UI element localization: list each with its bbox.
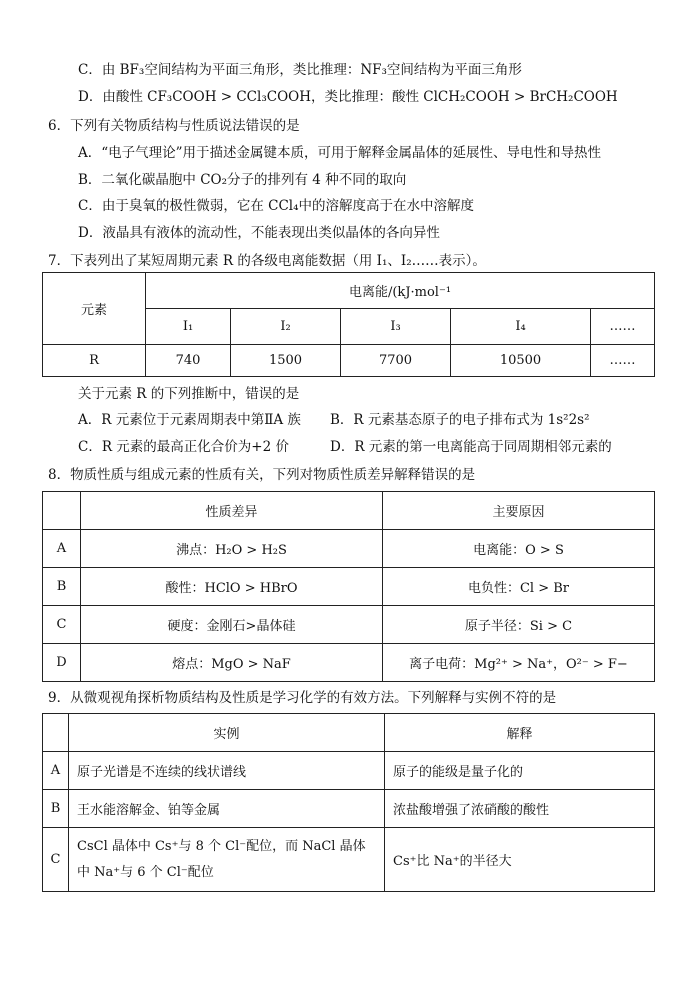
q7-after: 关于元素 R 的下列推断中，错误的是 [78, 386, 300, 402]
table9-header-1: 实例 [69, 714, 385, 752]
table8-header-2: 主要原因 [383, 492, 655, 530]
q6-option-a: A．“电子气理论”用于描述金属键本质，可用于解释金属晶体的延展性、导电性和导热性 [78, 145, 602, 161]
q8-stem: 8．物质性质与组成元素的性质有关，下列对物质性质差异解释错误的是 [48, 467, 476, 483]
table8-row-key: B [43, 568, 81, 606]
table8-row-a: 酸性：HClO > HBrO [81, 568, 383, 606]
ionization-energy-table [42, 272, 655, 377]
q6-stem: 6．下列有关物质结构与性质说法错误的是 [48, 118, 300, 134]
q7-option-c: C．R 元素的最高正化合价为+2 价 [78, 439, 289, 455]
table7-cell-1: 740 [146, 345, 231, 377]
table7-header: 电离能/(kJ·mol⁻¹ [146, 273, 655, 309]
explanation-table [42, 713, 655, 892]
table7-col0-header: 元素 [43, 273, 146, 345]
q7-stem: 7．下表列出了某短周期元素 R 的各级电离能数据（用 I₁、I₂……表示）。 [48, 253, 486, 269]
q7-option-d: D．R 元素的第一电离能高于同周期相邻元素的 [330, 439, 612, 455]
q6-option-b: B．二氧化碳晶胞中 CO₂分子的排列有 4 种不同的取向 [78, 172, 407, 188]
table7-cell-3: 7700 [341, 345, 451, 377]
table9-row-a: 原子光谱是不连续的线状谱线 [69, 752, 385, 790]
table8-header-1: 性质差异 [81, 492, 383, 530]
table9-row-b: Cs⁺比 Na⁺的半径大 [385, 828, 655, 892]
table8-row-b: 原子半径：Si > C [383, 606, 655, 644]
table9-row-a-line1: CsCl 晶体中 Cs⁺与 8 个 Cl⁻配位，而 NaCl 晶体 [77, 838, 366, 854]
table8-row-b: 电负性：Cl > Br [383, 568, 655, 606]
table7-sub-3: I₃ [341, 309, 451, 345]
table9-row-a [69, 828, 385, 892]
table7-sub-4: I₄ [451, 309, 591, 345]
table8-row-key: D [43, 644, 81, 682]
table7-cell-2: 1500 [231, 345, 341, 377]
table9-row-b: 原子的能级是量子化的 [385, 752, 655, 790]
table8-row-a: 沸点：H₂O > H₂S [81, 530, 383, 568]
q5-option-c: C．由 BF₃空间结构为平面三角形，类比推理：NF₃空间结构为平面三角形 [78, 62, 522, 78]
table8-row-b: 离子电荷：Mg²⁺ > Na⁺，O²⁻ > F− [383, 644, 655, 682]
table8-row-key: C [43, 606, 81, 644]
q5-option-d: D．由酸性 CF₃COOH > CCl₃COOH，类比推理：酸性 ClCH₂COOH > BrCH₂COOH [78, 89, 618, 105]
q9-stem: 9．从微观视角探析物质结构及性质是学习化学的有效方法。下列解释与实例不符的是 [48, 690, 557, 706]
table7-row-label: R [43, 345, 146, 377]
table9-row-a: 王水能溶解金、铂等金属 [69, 790, 385, 828]
q7-option-b: B．R 元素基态原子的电子排布式为 1s²2s² [330, 412, 590, 428]
table9-row-key: B [43, 790, 69, 828]
table7-cell-4: 10500 [451, 345, 591, 377]
table7-cell-5: …… [591, 345, 655, 377]
table8-row-key: A [43, 530, 81, 568]
table9-row-key: C [43, 828, 69, 892]
table7-sub-2: I₂ [231, 309, 341, 345]
table7-sub-1: I₁ [146, 309, 231, 345]
table8-row-b: 电离能：O > S [383, 530, 655, 568]
table9-row-a-line2: 中 Na⁺与 6 个 Cl⁻配位 [77, 864, 214, 880]
table9-row-b: 浓盐酸增强了浓硝酸的酸性 [385, 790, 655, 828]
q6-option-c: C．由于臭氧的极性微弱，它在 CCl₄中的溶解度高于在水中溶解度 [78, 198, 475, 214]
table8-row-a: 熔点：MgO > NaF [81, 644, 383, 682]
table7-sub-5: …… [591, 309, 655, 345]
q6-option-d: D．液晶具有液体的流动性，不能表现出类似晶体的各向异性 [78, 225, 440, 241]
q7-option-a: A．R 元素位于元素周期表中第ⅡA 族 [78, 412, 301, 428]
property-difference-table [42, 491, 655, 682]
table9-row-key: A [43, 752, 69, 790]
table8-row-a: 硬度：金刚石>晶体硅 [81, 606, 383, 644]
table9-header-2: 解释 [385, 714, 655, 752]
